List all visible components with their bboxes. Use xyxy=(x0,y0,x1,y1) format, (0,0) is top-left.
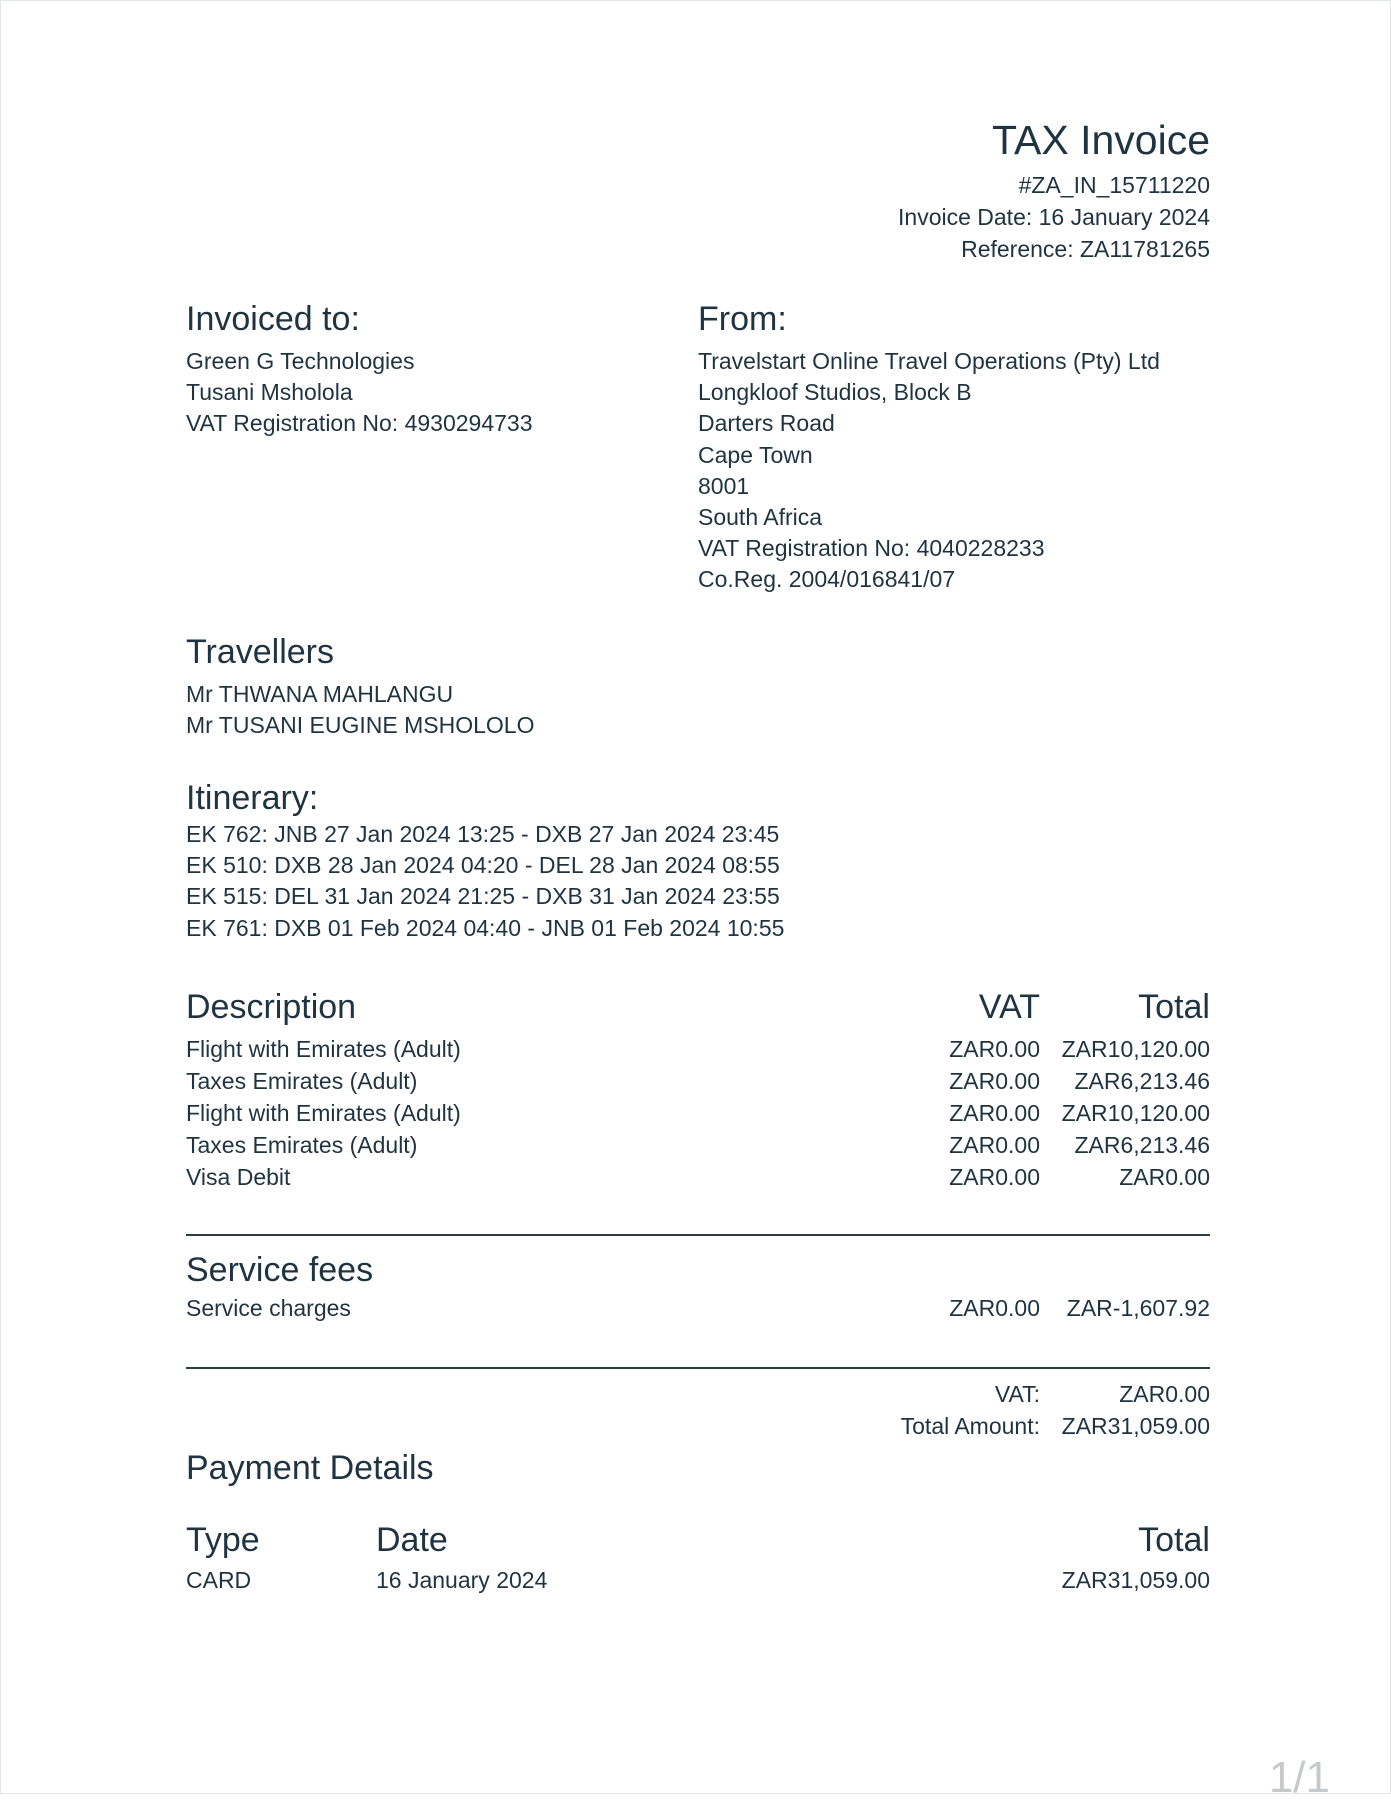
description-header-row xyxy=(186,986,1210,1032)
invoiced-to-section xyxy=(186,298,533,440)
from-address-2: Darters Road xyxy=(698,410,835,437)
payment-date-heading: Date xyxy=(376,1521,448,1559)
invoice-title: TAX Invoice xyxy=(992,117,1210,163)
travellers-section xyxy=(186,631,534,741)
total-summary-value: ZAR31,059.00 xyxy=(1061,1413,1210,1439)
invoice-reference: Reference: ZA11781265 xyxy=(961,236,1210,262)
from-vat: VAT Registration No: 4040228233 xyxy=(698,535,1045,562)
payment-total-heading: Total xyxy=(1138,1521,1210,1559)
payment-table xyxy=(186,1519,1210,1597)
line-item-vat: ZAR0.00 xyxy=(949,1164,1040,1190)
from-postcode: 8001 xyxy=(698,472,750,499)
from-lines xyxy=(698,346,1160,596)
invoiced-to-lines xyxy=(186,346,533,440)
vat-summary-value: ZAR0.00 xyxy=(1119,1381,1210,1407)
line-item-total: ZAR10,120.00 xyxy=(1061,1036,1210,1062)
table-row xyxy=(186,1293,1210,1325)
from-coreg: Co.Reg. 2004/016841/07 xyxy=(698,566,956,593)
service-fee-description: Service charges xyxy=(186,1295,351,1321)
table-row xyxy=(186,1162,1210,1194)
section-divider xyxy=(186,1234,1210,1236)
table-row xyxy=(186,1565,1210,1597)
vat-heading: VAT xyxy=(978,988,1040,1026)
itinerary-list xyxy=(186,819,784,944)
itinerary-heading: Itinerary: xyxy=(186,779,319,817)
table-row xyxy=(186,1034,1210,1066)
table-row xyxy=(186,1066,1210,1098)
payment-type-heading: Type xyxy=(186,1521,260,1559)
line-item-vat: ZAR0.00 xyxy=(949,1068,1040,1094)
itinerary-leg: EK 761: DXB 01 Feb 2024 04:40 - JNB 01 Feb 2024 10:55 xyxy=(186,914,785,941)
from-country: South Africa xyxy=(698,504,823,531)
section-divider xyxy=(186,1367,1210,1369)
from-address-1: Longkloof Studios, Block B xyxy=(698,379,972,406)
line-item-vat: ZAR0.00 xyxy=(949,1036,1040,1062)
payment-total: ZAR31,059.00 xyxy=(1061,1567,1210,1593)
service-fees-rows xyxy=(186,1293,1210,1325)
totals-summary xyxy=(186,1379,1210,1443)
total-summary-row xyxy=(186,1411,1210,1443)
from-heading: From: xyxy=(698,300,787,338)
page-number: 1/1 xyxy=(1268,1753,1330,1802)
line-item-description: Flight with Emirates (Adult) xyxy=(186,1036,461,1062)
line-item-total: ZAR6,213.46 xyxy=(1074,1132,1210,1158)
line-item-description: Taxes Emirates (Adult) xyxy=(186,1068,418,1094)
itinerary-leg: EK 515: DEL 31 Jan 2024 21:25 - DXB 31 Jan 2024 23:55 xyxy=(186,883,780,910)
service-fee-total: ZAR-1,607.92 xyxy=(1066,1295,1210,1321)
invoiced-to-heading: Invoiced to: xyxy=(186,300,360,338)
from-section xyxy=(698,298,1160,596)
description-rows xyxy=(186,1034,1210,1194)
payment-date: 16 January 2024 xyxy=(376,1567,548,1593)
line-item-total: ZAR6,213.46 xyxy=(1074,1068,1210,1094)
line-item-description: Visa Debit xyxy=(186,1164,291,1190)
description-table xyxy=(186,986,1210,1194)
table-row xyxy=(186,1098,1210,1130)
description-heading: Description xyxy=(186,988,357,1026)
traveller-name: Mr THWANA MAHLANGU xyxy=(186,681,454,707)
line-item-total: ZAR10,120.00 xyxy=(1061,1100,1210,1126)
invoiced-to-contact: Tusani Msholola xyxy=(186,379,353,406)
payment-header-row xyxy=(186,1519,1210,1565)
table-row xyxy=(186,1130,1210,1162)
itinerary-section xyxy=(186,777,784,944)
invoiced-to-company: Green G Technologies xyxy=(186,348,415,374)
itinerary-leg: EK 762: JNB 27 Jan 2024 13:25 - DXB 27 Jan 2024 23:45 xyxy=(186,821,780,847)
invoice-header xyxy=(898,114,1210,265)
line-item-vat: ZAR0.00 xyxy=(949,1100,1040,1126)
line-item-description: Flight with Emirates (Adult) xyxy=(186,1100,461,1126)
line-item-total: ZAR0.00 xyxy=(1119,1164,1210,1190)
vat-summary-row xyxy=(186,1379,1210,1411)
from-city: Cape Town xyxy=(698,441,813,468)
payment-details-heading: Payment Details xyxy=(186,1449,434,1487)
total-heading: Total xyxy=(1138,988,1210,1026)
total-summary-label: Total Amount: xyxy=(900,1413,1040,1439)
travellers-list xyxy=(186,679,534,741)
service-fees-heading: Service fees xyxy=(186,1251,374,1289)
itinerary-leg: EK 510: DXB 28 Jan 2024 04:20 - DEL 28 Jan 2024 08:55 xyxy=(186,852,780,879)
service-fees-section xyxy=(186,1249,1210,1325)
payment-type: CARD xyxy=(186,1567,252,1593)
line-item-description: Taxes Emirates (Adult) xyxy=(186,1132,418,1158)
service-fee-vat: ZAR0.00 xyxy=(949,1295,1040,1321)
line-item-vat: ZAR0.00 xyxy=(949,1132,1040,1158)
from-company: Travelstart Online Travel Operations (Pty) Ltd xyxy=(698,348,1160,374)
vat-summary-label: VAT: xyxy=(994,1381,1040,1407)
invoice-date: Invoice Date: 16 January 2024 xyxy=(898,204,1210,230)
travellers-heading: Travellers xyxy=(186,633,334,671)
invoiced-to-vat: VAT Registration No: 4930294733 xyxy=(186,410,533,437)
invoice-number: #ZA_IN_15711220 xyxy=(1018,172,1210,198)
traveller-name: Mr TUSANI EUGINE MSHOLOLO xyxy=(186,712,535,739)
